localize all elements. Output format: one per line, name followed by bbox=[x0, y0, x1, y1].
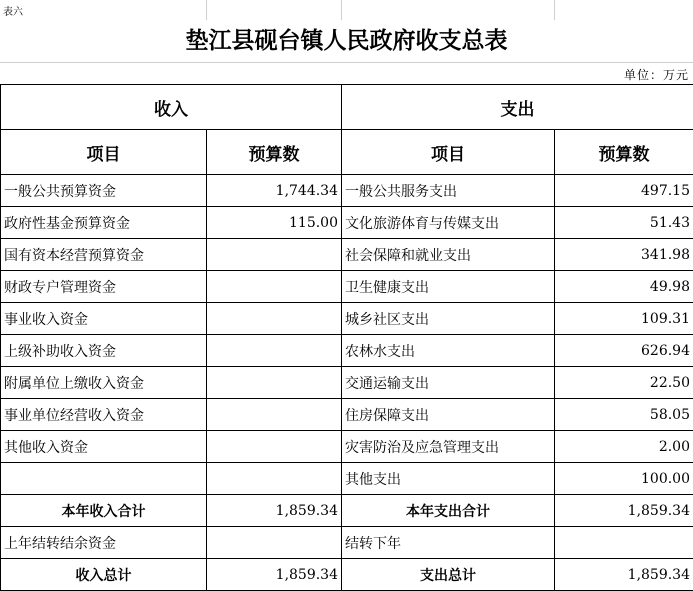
expenditure-header: 支出 bbox=[342, 85, 693, 130]
unit-row bbox=[0, 62, 693, 85]
gridline bbox=[554, 0, 555, 20]
expenditure-grand-total-label: 支出总计 bbox=[342, 559, 555, 591]
carry-in-label: 上年结转结余资金 bbox=[1, 527, 207, 559]
expenditure-amount: 109.31 bbox=[555, 303, 693, 335]
income-item: 财政专户管理资金 bbox=[1, 271, 207, 303]
expenditure-amount: 22.50 bbox=[555, 367, 693, 399]
income-grand-total-amount: 1,859.34 bbox=[207, 559, 342, 591]
expenditure-amount: 49.98 bbox=[555, 271, 693, 303]
expenditure-amount: 58.05 bbox=[555, 399, 693, 431]
income-item: 一般公共预算资金 bbox=[1, 175, 207, 207]
page-title: 垫江县砚台镇人民政府收支总表 bbox=[0, 20, 693, 62]
table-row bbox=[1, 335, 693, 367]
income-amount: 1,744.34 bbox=[207, 175, 342, 207]
grand-total-row bbox=[1, 559, 693, 591]
expenditure-item: 文化旅游体育与传媒支出 bbox=[342, 207, 555, 239]
expenditure-item: 社会保障和就业支出 bbox=[342, 239, 555, 271]
budget-table bbox=[0, 84, 693, 591]
expenditure-budget-header: 预算数 bbox=[555, 130, 693, 175]
income-item: 国有资本经营预算资金 bbox=[1, 239, 207, 271]
gridline bbox=[206, 0, 207, 20]
sheet-top-row bbox=[0, 0, 693, 20]
expenditure-item: 住房保障支出 bbox=[342, 399, 555, 431]
expenditure-amount: 2.00 bbox=[555, 431, 693, 463]
income-item: 事业单位经营收入资金 bbox=[1, 399, 207, 431]
table-row bbox=[1, 399, 693, 431]
carry-out-amount bbox=[555, 527, 693, 559]
expenditure-item: 城乡社区支出 bbox=[342, 303, 555, 335]
income-amount bbox=[207, 239, 342, 271]
income-grand-total-label: 收入总计 bbox=[1, 559, 207, 591]
income-item-header: 项目 bbox=[1, 130, 207, 175]
table-row bbox=[1, 175, 693, 207]
expenditure-year-total-label: 本年支出合计 bbox=[342, 495, 555, 527]
expenditure-item-header: 项目 bbox=[342, 130, 555, 175]
table-row bbox=[1, 431, 693, 463]
table-row bbox=[1, 271, 693, 303]
carry-out-label: 结转下年 bbox=[342, 527, 555, 559]
table-row bbox=[1, 207, 693, 239]
expenditure-item: 其他支出 bbox=[342, 463, 555, 495]
income-item: 上级补助收入资金 bbox=[1, 335, 207, 367]
income-item: 附属单位上缴收入资金 bbox=[1, 367, 207, 399]
income-amount: 115.00 bbox=[207, 207, 342, 239]
expenditure-item: 卫生健康支出 bbox=[342, 271, 555, 303]
expenditure-item: 交通运输支出 bbox=[342, 367, 555, 399]
unit-label: 单位：万元 bbox=[624, 66, 689, 83]
income-item bbox=[1, 463, 207, 495]
income-amount bbox=[207, 335, 342, 367]
table-label: 表六 bbox=[3, 3, 23, 18]
expenditure-amount: 341.98 bbox=[555, 239, 693, 271]
income-item: 其他收入资金 bbox=[1, 431, 207, 463]
income-amount bbox=[207, 271, 342, 303]
table-row bbox=[1, 239, 693, 271]
carry-over-row bbox=[1, 527, 693, 559]
income-amount bbox=[207, 399, 342, 431]
income-item: 政府性基金预算资金 bbox=[1, 207, 207, 239]
header-row-columns bbox=[1, 130, 693, 175]
header-row-sections bbox=[1, 85, 693, 130]
expenditure-year-total-amount: 1,859.34 bbox=[555, 495, 693, 527]
income-amount bbox=[207, 463, 342, 495]
expenditure-item: 农林水支出 bbox=[342, 335, 555, 367]
expenditure-grand-total-amount: 1,859.34 bbox=[555, 559, 693, 591]
expenditure-amount: 100.00 bbox=[555, 463, 693, 495]
gridline bbox=[341, 0, 342, 20]
income-year-total-amount: 1,859.34 bbox=[207, 495, 342, 527]
year-total-row bbox=[1, 495, 693, 527]
income-budget-header: 预算数 bbox=[207, 130, 342, 175]
table-row bbox=[1, 303, 693, 335]
expenditure-item: 灾害防治及应急管理支出 bbox=[342, 431, 555, 463]
income-header: 收入 bbox=[1, 85, 342, 130]
table-row bbox=[1, 463, 693, 495]
expenditure-amount: 497.15 bbox=[555, 175, 693, 207]
income-item: 事业收入资金 bbox=[1, 303, 207, 335]
income-amount bbox=[207, 431, 342, 463]
carry-in-amount bbox=[207, 527, 342, 559]
table-row bbox=[1, 367, 693, 399]
expenditure-amount: 626.94 bbox=[555, 335, 693, 367]
expenditure-amount: 51.43 bbox=[555, 207, 693, 239]
expenditure-item: 一般公共服务支出 bbox=[342, 175, 555, 207]
income-amount bbox=[207, 303, 342, 335]
income-amount bbox=[207, 367, 342, 399]
income-year-total-label: 本年收入合计 bbox=[1, 495, 207, 527]
